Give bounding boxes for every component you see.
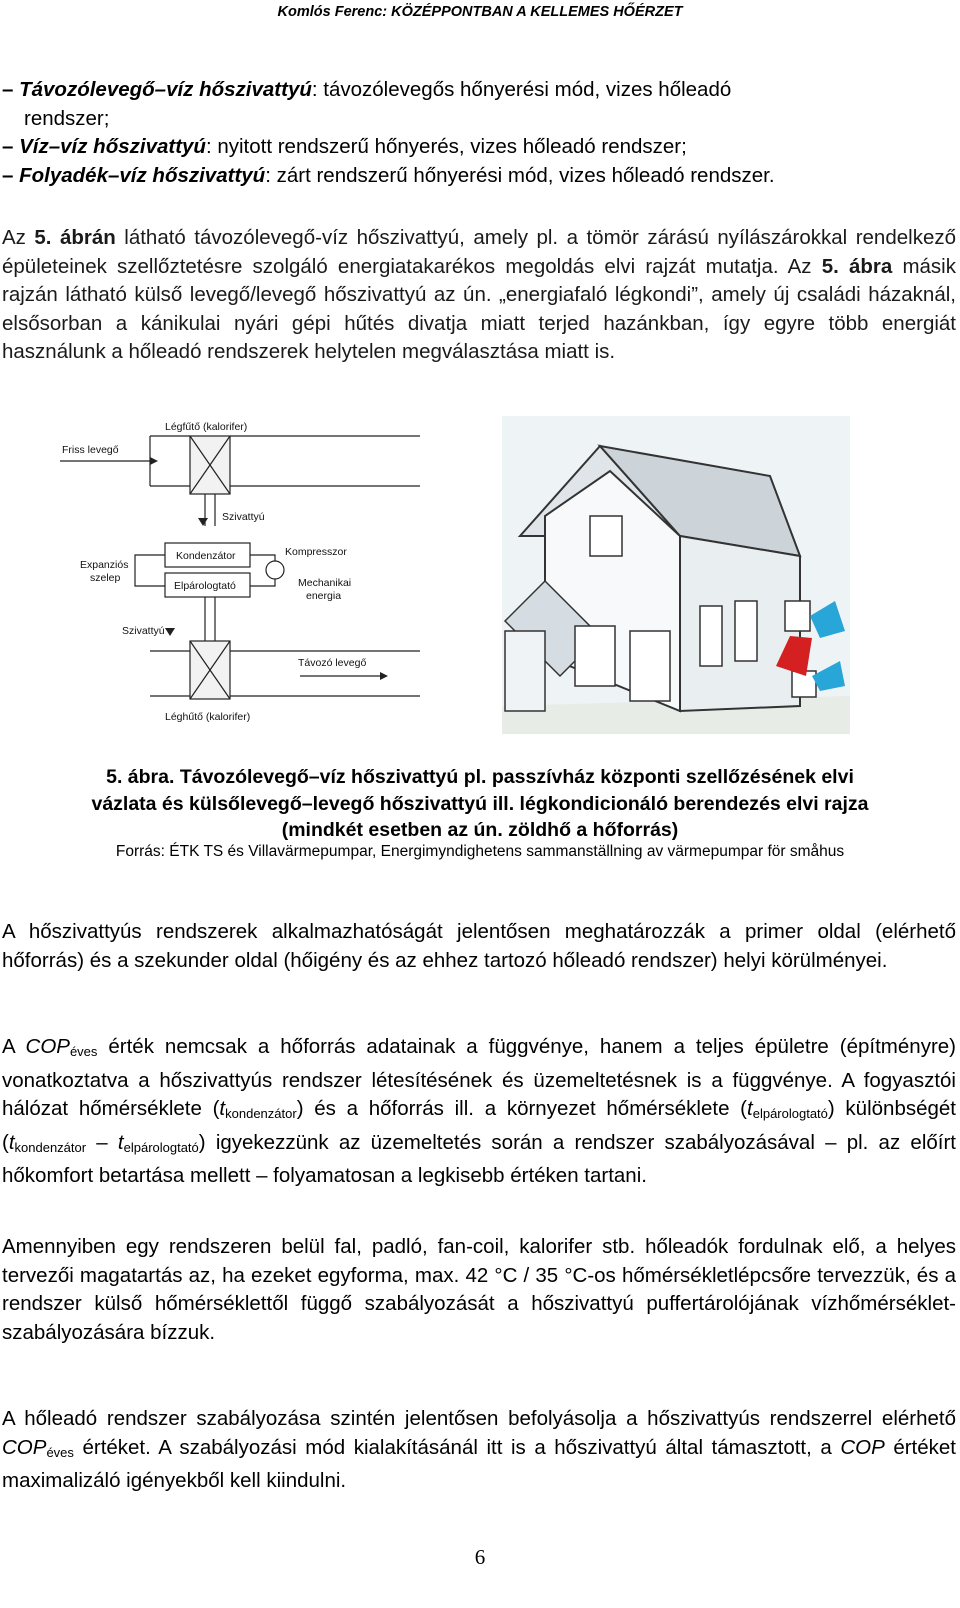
heat-pump-type-list xyxy=(2,76,956,190)
list-item: – Víz–víz hőszivattyú: nyitott rendszerű hőnyerés, vizes hőleadó rendszer; xyxy=(2,135,687,158)
label-elparologtato: Elpárologtató xyxy=(174,580,236,592)
paragraph-control: A hőleadó rendszer szabályozása szintén jelentősen befolyásolja a hőszivattyús rendszerrel elérhető $COP_{éves}$ értéket. A szabályozási mód kialakításánál itt is a hőszivattyú által támasztott, a COP értéket maximalizáló igényekből kell kiindulni. xyxy=(2,1407,956,1492)
label-szelep: szelep xyxy=(90,572,121,584)
paragraph-cop: A $COP_{éves}$ érték nemcsak a hőforrás adatainak a függvénye, hanem a teljes épületre (építményre) vonatkoztatva a hőszivattyús rendszer létesítésének és üzemeltetésnek is a függvénye. A fogyasztói hálózat hőmérséklete $(t_{kondenzátor})$ és a hőforrás ill. a környezet hőmérséklete $(t_{elpárologtató})$ különbségét $(t_{kondenzátor} - t_{elpárologtató})$ igyekezzünk az üzemeltetés során a rendszer szabályozásával – pl. az előírt hőkomfort betartása mellett – folyamatosan a legkisebb értéken tartani. xyxy=(2,1035,956,1187)
paragraph-applicability: A hőszivattyús rendszerek alkalmazhatóságát jelentősen meghatározzák a primer oldal (elérhető hőforrás) és a szekunder oldal (hőigény és az ehhez tartozó hőleadó rendszer) helyi körülményei. xyxy=(2,920,956,972)
heat-pump-schematic xyxy=(0,406,960,746)
label-friss-levego: Friss levegő xyxy=(62,444,119,456)
running-header: Komlós Ferenc: KÖZÉPPONTBAN A KELLEMES HŐÉRZET xyxy=(277,4,683,20)
label-kompresszor: Kompresszor xyxy=(285,546,347,558)
house-illustration xyxy=(502,416,850,734)
figure-source: Forrás: ÉTK TS és Villavärmepumpar, Energimyndighetens sammanställning av värmepumpar för småhus xyxy=(115,843,845,860)
list-term: Folyadék–víz hőszivattyú xyxy=(19,163,266,187)
label-expanzios: Expanziós xyxy=(80,559,129,571)
label-szivattyu-top: Szivattyú xyxy=(222,511,265,523)
list-term: Távozólevegő–víz hőszivattyú xyxy=(19,78,312,101)
label-mechanikai: Mechanikai xyxy=(298,577,352,589)
paragraph-emitters: Amennyiben egy rendszeren belül fal, padló, fan-coil, kalorifer stb. hőleadók fordulnak elő, a helyes tervezői magatartás az, ha ezeket egyforma, max. 42 °C / 35 °C-os hőmérsékletlépcsőre tervezzük, és a rendszer külső hőmérséklettől függő szabályozását a hőszivattyú puffertárolójának vízhőmérséklet-szabályozására bízzuk. xyxy=(2,1235,956,1344)
label-legfuto: Légfűtő (kalorifer) xyxy=(165,421,248,433)
label-kondenzator: Kondenzátor xyxy=(176,550,236,562)
figure-caption: 5. ábra. Távozólevegő–víz hőszivattyú pl. passzívház központi szellőzésének elvi vázlata és külsőlevegő–levegő hőszivattyú ill. légkondicionáló berendezés elvi rajza (mindkét esetben az ún. zöldhő a hőforrás) xyxy=(91,766,869,841)
list-item: – Folyadék–víz hőszivattyú: zárt rendszerű hőnyerési mód, vizes hőleadó rendszer. xyxy=(2,163,775,187)
paragraph-intro: Az 5. ábrán látható távozólevegő-víz hőszivattyú, amely pl. a tömör zárású nyílászárokkal rendelkező épületeinek szellőztetésre szolgáló energiatakarékos megoldás elvi rajzát mutatja. Az 5. ábra másik rajzán látható külső levegő/levegő hőszivattyú az ún. „energiafaló légkondi”, amely új családi házaknál, elsősorban a kánikulai nyári gépi hűtés divatja miatt terjed hazánkban, így egyre több energiát használunk a hőleadó rendszerek helytelen megválasztása miatt is. xyxy=(2,226,956,363)
list-item: – Távozólevegő–víz hőszivattyú: távozólevegős hőnyerési mód, vizes hőleadó rendszer; xyxy=(2,78,732,130)
list-term: Víz–víz hőszivattyú xyxy=(19,135,206,158)
label-energia: energia xyxy=(306,590,342,602)
page-number: 6 xyxy=(474,1545,486,1569)
label-tavozo-levego: Távozó levegő xyxy=(298,657,367,669)
label-leghuto: Léghűtő (kalorifer) xyxy=(165,711,251,723)
label-szivattyu-bottom: Szivattyú xyxy=(122,625,165,637)
figure-5 xyxy=(0,406,960,746)
